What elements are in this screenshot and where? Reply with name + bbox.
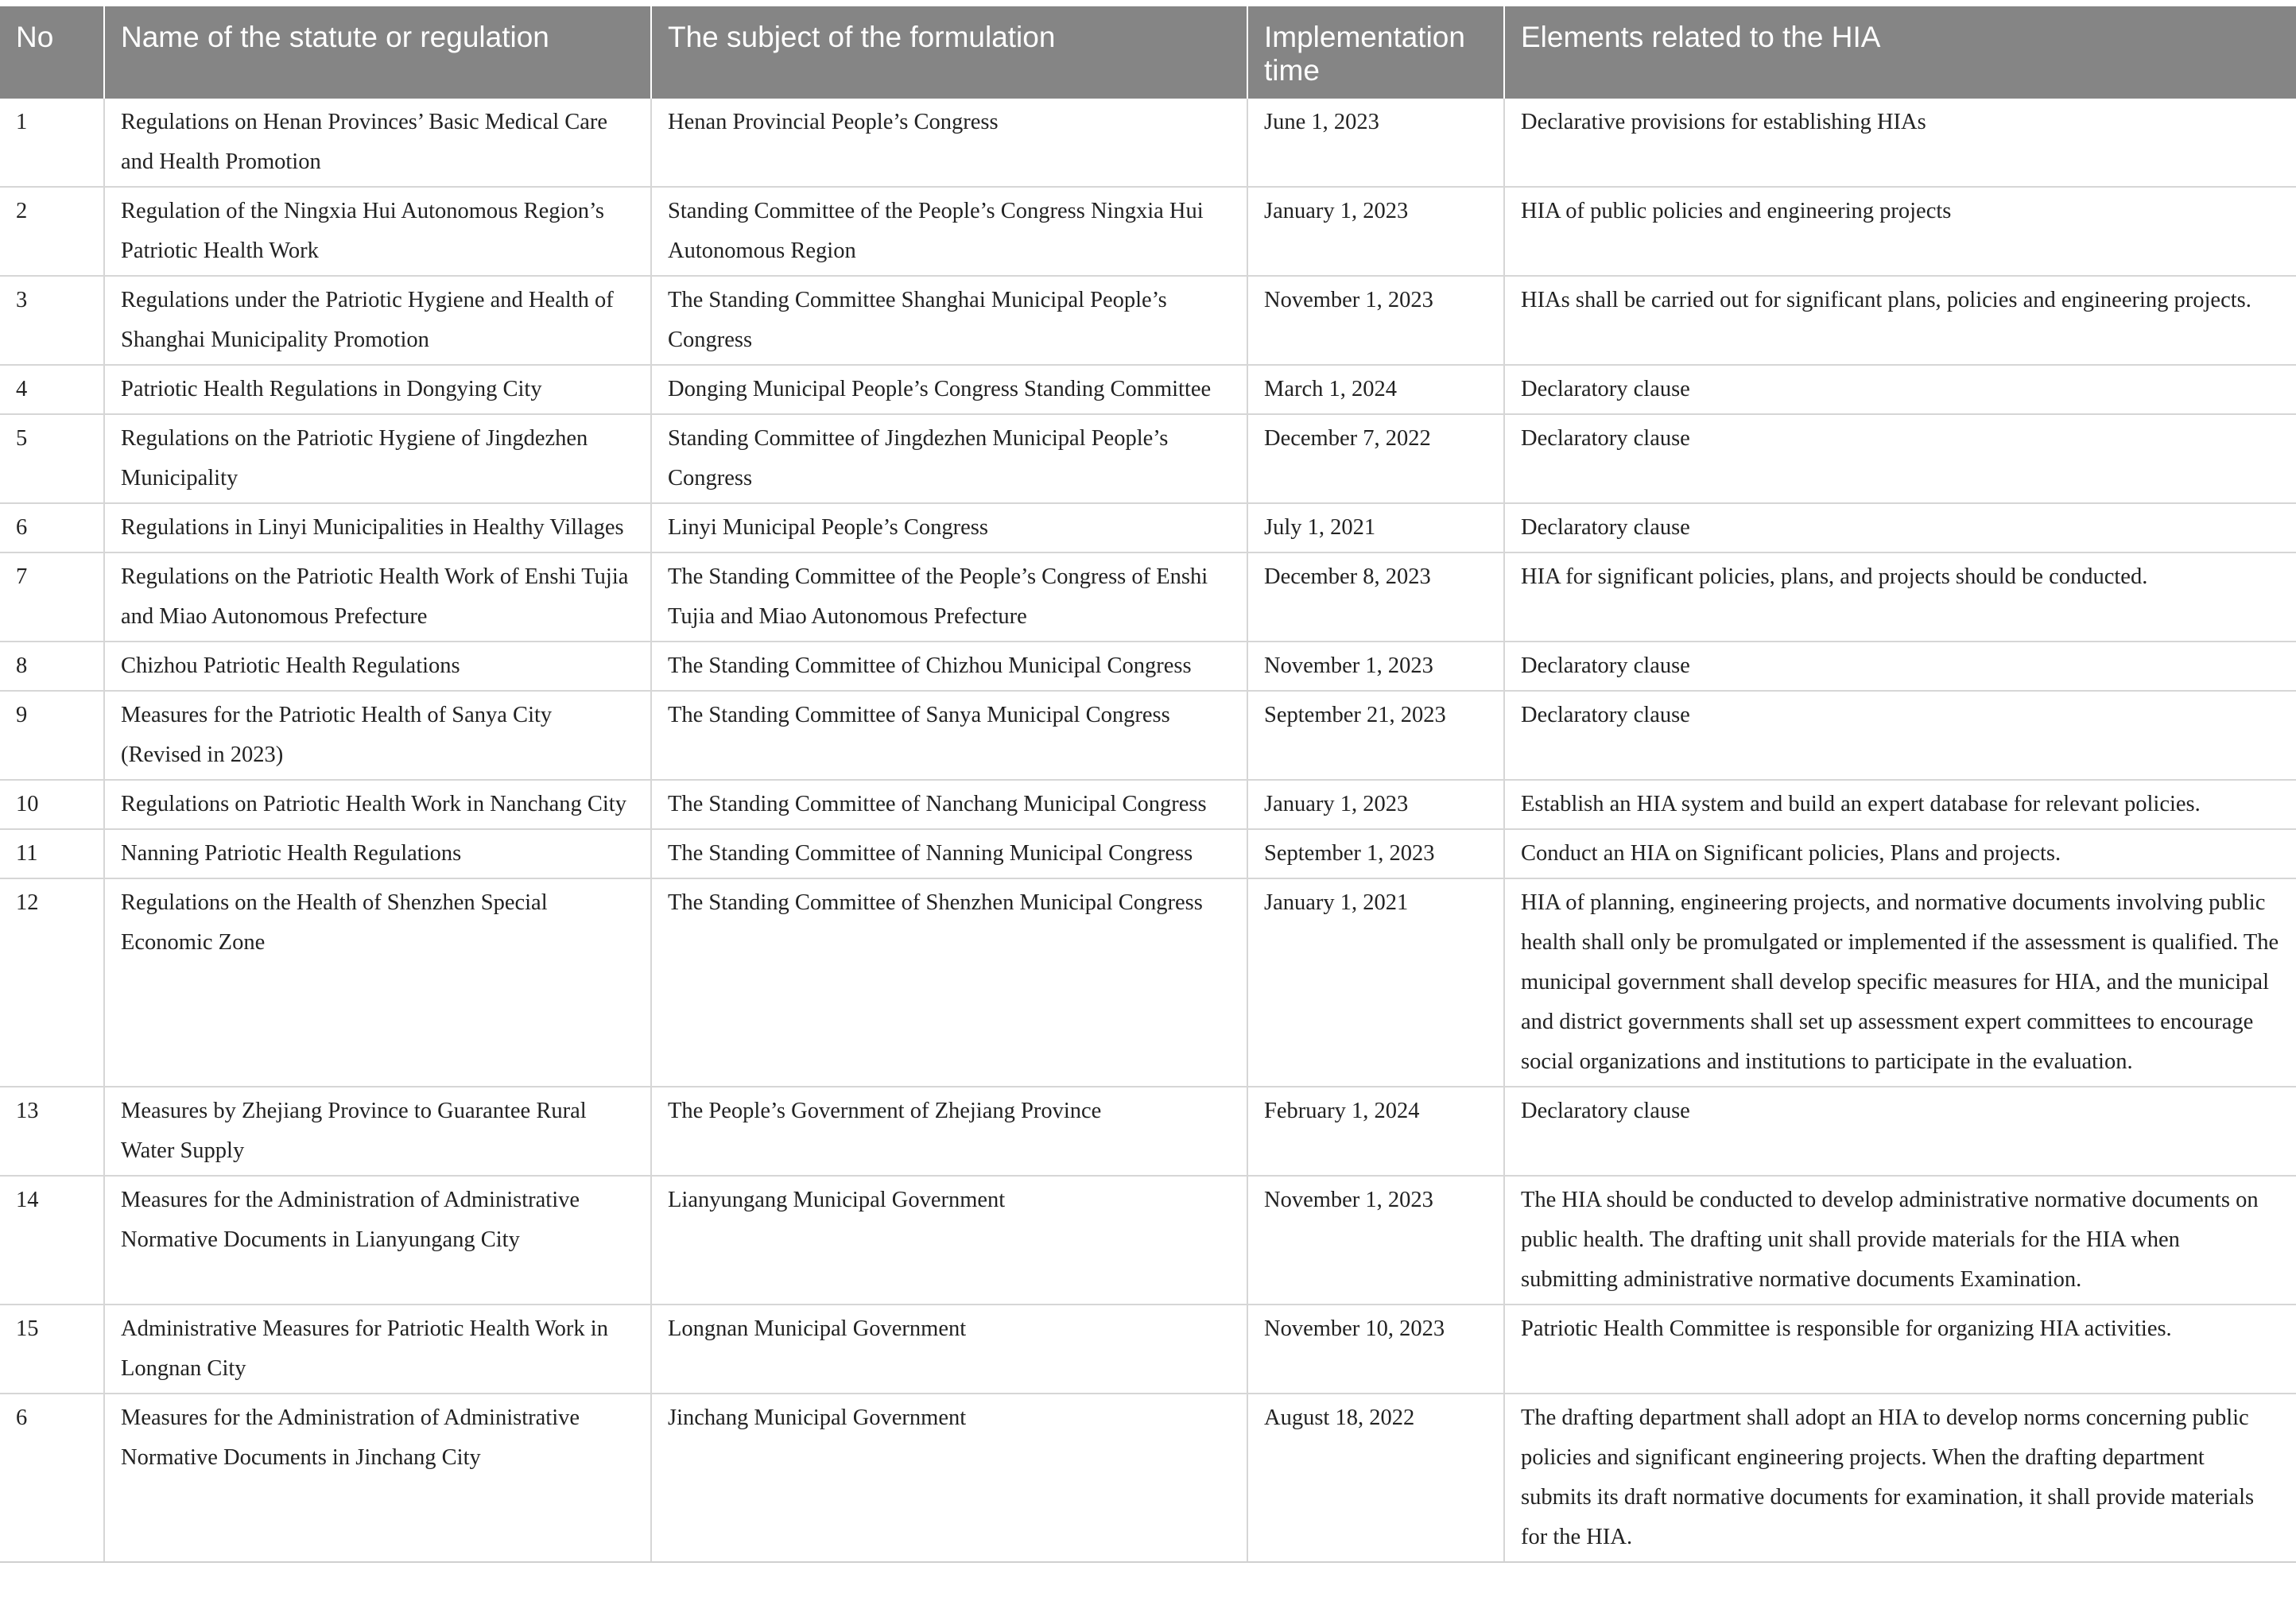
- cell-hia: Patriotic Health Committee is responsible for organizing HIA activities.: [1504, 1305, 2296, 1394]
- cell-subject: Longnan Municipal Government: [651, 1305, 1247, 1394]
- cell-hia: HIA of public policies and engineering projects: [1504, 187, 2296, 276]
- cell-name: Patriotic Health Regulations in Dongying City: [104, 365, 651, 414]
- cell-subject: The Standing Committee of Shenzhen Municipal Congress: [651, 878, 1247, 1087]
- cell-subject: Henan Provincial People’s Congress: [651, 99, 1247, 187]
- cell-name: Chizhou Patriotic Health Regulations: [104, 642, 651, 691]
- cell-subject: Donging Municipal People’s Congress Standing Committee: [651, 365, 1247, 414]
- table-row: [0, 1176, 2296, 1305]
- regulations-table-container: [0, 6, 2296, 1563]
- header-hia: Elements related to the HIA: [1504, 6, 2296, 99]
- table-row: [0, 276, 2296, 365]
- header-row: [0, 6, 2296, 99]
- table-row: [0, 503, 2296, 552]
- cell-name: Measures for the Administration of Administrative Normative Documents in Lianyungang City: [104, 1176, 651, 1305]
- cell-subject: Linyi Municipal People’s Congress: [651, 503, 1247, 552]
- cell-subject: Standing Committee of the People’s Congress Ningxia Hui Autonomous Region: [651, 187, 1247, 276]
- cell-hia: Declaratory clause: [1504, 642, 2296, 691]
- header-name: Name of the statute or regulation: [104, 6, 651, 99]
- cell-no: 14: [0, 1176, 104, 1305]
- cell-subject: Lianyungang Municipal Government: [651, 1176, 1247, 1305]
- table-body: [0, 99, 2296, 1561]
- cell-no: 7: [0, 552, 104, 642]
- table-row: [0, 1394, 2296, 1561]
- cell-time: March 1, 2024: [1247, 365, 1504, 414]
- table-row: [0, 365, 2296, 414]
- cell-hia: Declarative provisions for establishing HIAs: [1504, 99, 2296, 187]
- cell-no: 3: [0, 276, 104, 365]
- header-subject: The subject of the formulation: [651, 6, 1247, 99]
- table-row: [0, 99, 2296, 187]
- cell-hia: Declaratory clause: [1504, 414, 2296, 503]
- table-row: [0, 829, 2296, 878]
- cell-name: Regulations on the Patriotic Hygiene of Jingdezhen Municipality: [104, 414, 651, 503]
- table-row: [0, 1087, 2296, 1176]
- cell-subject: The Standing Committee of the People’s Congress of Enshi Tujia and Miao Autonomous Prefecture: [651, 552, 1247, 642]
- cell-hia: HIA of planning, engineering projects, and normative documents involving public health shall only be promulgated or implemented if the assessment is qualified. The municipal government shall develop specific measures for HIA, and the municipal and district governments shall set up assessment expert committees to encourage social organizations and institutions to participate in the evaluation.: [1504, 878, 2296, 1087]
- cell-no: 11: [0, 829, 104, 878]
- cell-hia: Declaratory clause: [1504, 691, 2296, 780]
- cell-no: 1: [16, 110, 28, 134]
- cell-no: 4: [0, 365, 104, 414]
- cell-name: Measures for the Patriotic Health of Sanya City (Revised in 2023): [104, 691, 651, 780]
- cell-hia: Declaratory clause: [1504, 1087, 2296, 1176]
- cell-name: Regulations on the Health of Shenzhen Special Economic Zone: [104, 878, 651, 1087]
- cell-name: Regulations on the Patriotic Health Work of Enshi Tujia and Miao Autonomous Prefecture: [104, 552, 651, 642]
- cell-name: Measures for the Administration of Administrative Normative Documents in Jinchang City: [104, 1394, 651, 1561]
- table-row: [0, 780, 2296, 829]
- cell-subject: The Standing Committee of Nanchang Municipal Congress: [651, 780, 1247, 829]
- cell-name: Regulation of the Ningxia Hui Autonomous Region’s Patriotic Health Work: [104, 187, 651, 276]
- cell-time: August 18, 2022: [1247, 1394, 1504, 1561]
- cell-time: November 1, 2023: [1247, 1176, 1504, 1305]
- cell-hia: Conduct an HIA on Significant policies, Plans and projects.: [1504, 829, 2296, 878]
- table-row: [0, 642, 2296, 691]
- cell-subject: The Standing Committee of Sanya Municipal Congress: [651, 691, 1247, 780]
- cell-name: Regulations on Patriotic Health Work in Nanchang City: [104, 780, 651, 829]
- cell-time: November 10, 2023: [1247, 1305, 1504, 1394]
- cell-subject: The People’s Government of Zhejiang Province: [651, 1087, 1247, 1176]
- cell-name: Regulations in Linyi Municipalities in Healthy Villages: [104, 503, 651, 552]
- cell-time: June 1, 2023: [1247, 99, 1504, 187]
- cell-time: July 1, 2021: [1247, 503, 1504, 552]
- cell-subject: The Standing Committee Shanghai Municipal People’s Congress: [651, 276, 1247, 365]
- cell-subject: The Standing Committee of Nanning Municipal Congress: [651, 829, 1247, 878]
- cell-no: 10: [0, 780, 104, 829]
- cell-time: September 1, 2023: [1247, 829, 1504, 878]
- cell-time: November 1, 2023: [1247, 276, 1504, 365]
- cell-no: 2: [0, 187, 104, 276]
- cell-name: Regulations under the Patriotic Hygiene and Health of Shanghai Municipality Promotion: [104, 276, 651, 365]
- cell-name: Regulations on Henan Provinces’ Basic Medical Care and Health Promotion: [104, 99, 651, 187]
- table-row: [0, 187, 2296, 276]
- cell-hia: HIA for significant policies, plans, and projects should be conducted.: [1504, 552, 2296, 642]
- cell-no: 5: [0, 414, 104, 503]
- cell-time: January 1, 2023: [1247, 780, 1504, 829]
- table-row: [0, 691, 2296, 780]
- header-no: No: [0, 6, 104, 99]
- cell-hia: Declaratory clause: [1504, 503, 2296, 552]
- table-row: [0, 414, 2296, 503]
- cell-time: December 7, 2022: [1247, 414, 1504, 503]
- cell-time: January 1, 2023: [1247, 187, 1504, 276]
- cell-subject: Standing Committee of Jingdezhen Municipal People’s Congress: [651, 414, 1247, 503]
- cell-no: 6: [0, 1394, 104, 1561]
- cell-time: January 1, 2021: [1247, 878, 1504, 1087]
- cell-hia: HIAs shall be carried out for significant plans, policies and engineering projects.: [1504, 276, 2296, 365]
- cell-time: February 1, 2024: [1247, 1087, 1504, 1176]
- cell-no: 6: [0, 503, 104, 552]
- cell-name: Nanning Patriotic Health Regulations: [104, 829, 651, 878]
- cell-time: December 8, 2023: [1247, 552, 1504, 642]
- table-row: [0, 878, 2296, 1087]
- cell-time: September 21, 2023: [1247, 691, 1504, 780]
- cell-no: 15: [0, 1305, 104, 1394]
- cell-no: 9: [0, 691, 104, 780]
- cell-name: Administrative Measures for Patriotic Health Work in Longnan City: [104, 1305, 651, 1394]
- table-row: [0, 552, 2296, 642]
- cell-no: 8: [0, 642, 104, 691]
- cell-hia: Establish an HIA system and build an expert database for relevant policies.: [1504, 780, 2296, 829]
- cell-subject: Jinchang Municipal Government: [651, 1394, 1247, 1561]
- cell-no: 13: [0, 1087, 104, 1176]
- cell-hia: The drafting department shall adopt an HIA to develop norms concerning public policies and significant engineering projects. When the drafting department submits its draft normative documents for examination, it shall provide materials for the HIA.: [1504, 1394, 2296, 1561]
- cell-hia: The HIA should be conducted to develop administrative normative documents on public health. The drafting unit shall provide materials for the HIA when submitting administrative normative documents Examination.: [1504, 1176, 2296, 1305]
- cell-name: Measures by Zhejiang Province to Guarantee Rural Water Supply: [104, 1087, 651, 1176]
- cell-subject: The Standing Committee of Chizhou Municipal Congress: [651, 642, 1247, 691]
- table-header: [0, 6, 2296, 99]
- header-time: Implementation time: [1247, 6, 1504, 99]
- cell-hia: Declaratory clause: [1504, 365, 2296, 414]
- table-row: [0, 1305, 2296, 1394]
- cell-no: 12: [0, 878, 104, 1087]
- regulations-table: [0, 6, 2296, 1561]
- cell-time: November 1, 2023: [1247, 642, 1504, 691]
